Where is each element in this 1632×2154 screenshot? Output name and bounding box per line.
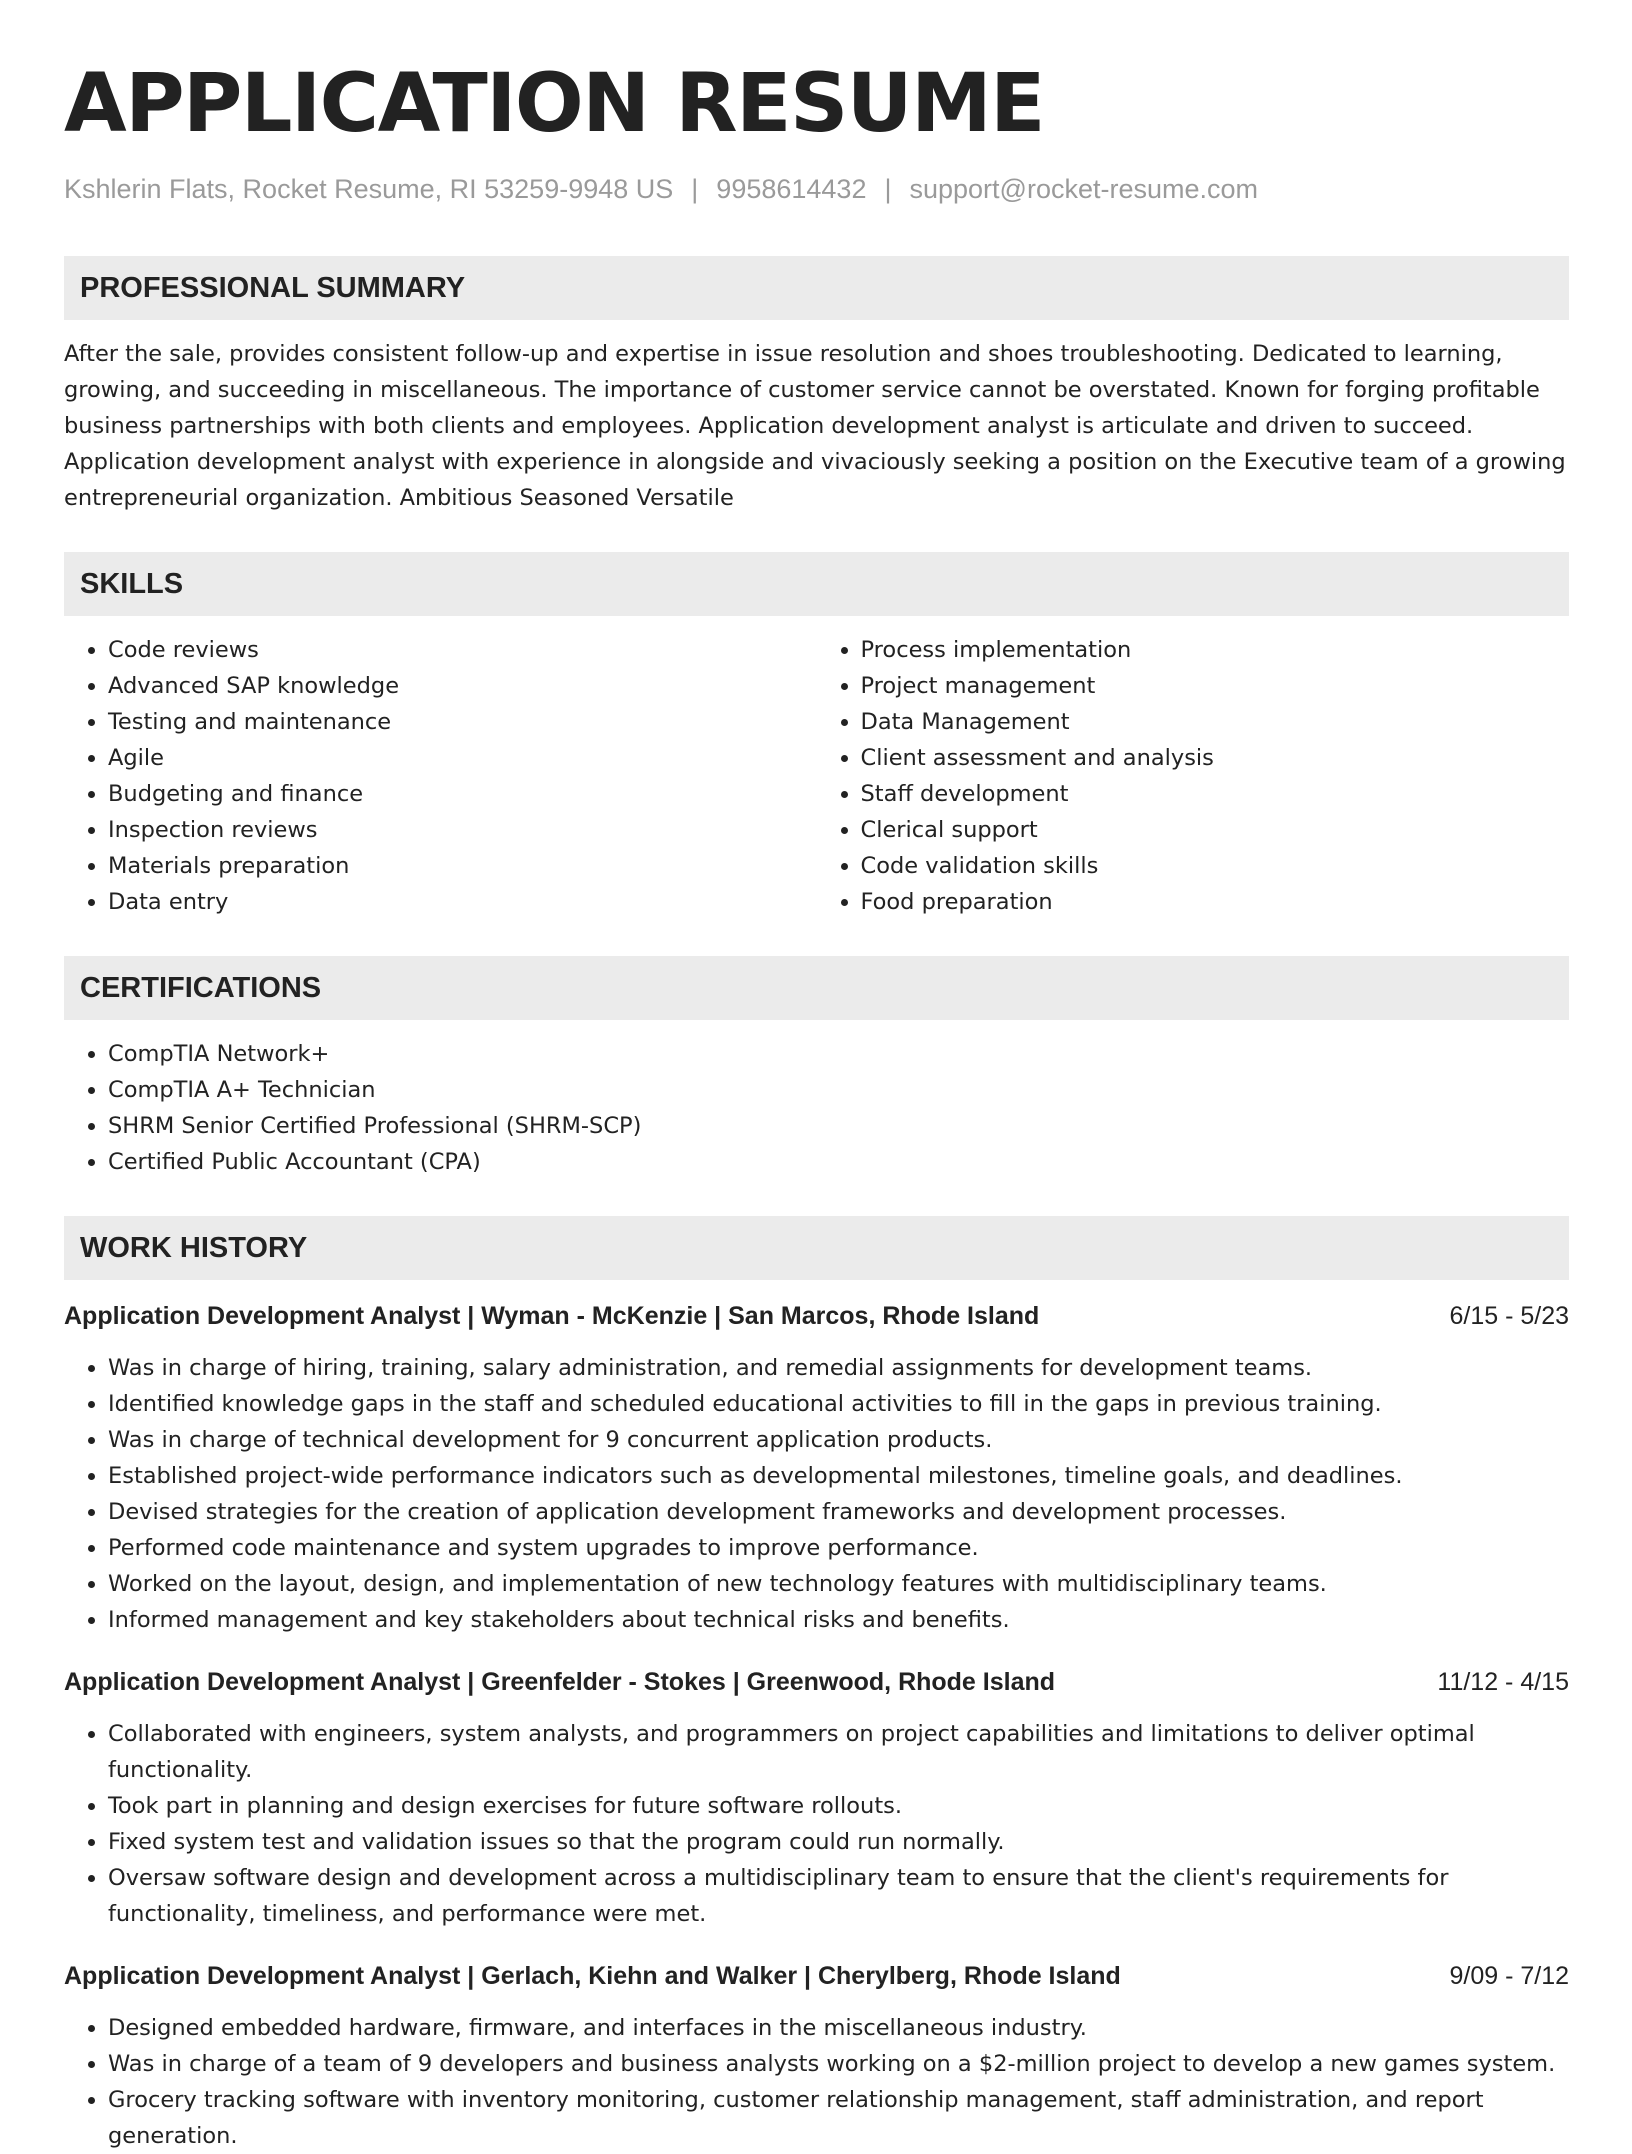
contact-separator: | — [884, 174, 892, 204]
contact-phone: 9958614432 — [716, 174, 867, 204]
certification-item: • CompTIA Network+ — [108, 1036, 1569, 1072]
contact-line — [64, 170, 1569, 208]
job-dates: 9/09 - 7/12 — [1449, 1962, 1569, 1990]
skill-item: • Client assessment and analysis — [861, 740, 1570, 776]
job-header — [64, 1958, 1569, 1994]
skill-item: • Process implementation — [861, 632, 1570, 668]
certification-item: • CompTIA A+ Technician — [108, 1072, 1569, 1108]
job-dates: 11/12 - 4/15 — [1437, 1668, 1569, 1696]
job-dates: 6/15 - 5/23 — [1449, 1302, 1569, 1330]
skill-item: • Inspection reviews — [108, 812, 817, 848]
job-entry — [64, 1664, 1569, 1932]
section-header-summary: PROFESSIONAL SUMMARY — [64, 256, 1569, 320]
job-header — [64, 1664, 1569, 1700]
resume-title: APPLICATION RESUME — [64, 57, 1045, 151]
skill-item: • Code reviews — [108, 632, 817, 668]
skill-item: • Food preparation — [861, 884, 1570, 920]
skills-list-left — [64, 632, 817, 920]
skill-item: • Clerical support — [861, 812, 1570, 848]
section-header-certifications: CERTIFICATIONS — [64, 956, 1569, 1020]
contact-address: Kshlerin Flats, Rocket Resume, RI 53259-9948 US — [64, 174, 674, 204]
job-header — [64, 1298, 1569, 1334]
skill-item: • Data Management — [861, 704, 1570, 740]
job-bullet: • Identified knowledge gaps in the staff and scheduled educational activities to fill in the gaps in previous training. — [108, 1386, 1569, 1422]
skills-grid — [64, 632, 1569, 920]
job-bullet: • Designed embedded hardware, firmware, and interfaces in the miscellaneous industry. — [108, 2010, 1569, 2046]
skill-item: • Advanced SAP knowledge — [108, 668, 817, 704]
skill-item: • Project management — [861, 668, 1570, 704]
section-header-skills: SKILLS — [64, 552, 1569, 616]
professional-summary-text: After the sale, provides consistent follow-up and expertise in issue resolution and shoes troubleshooting. Dedicated to learning, growing, and succeeding in miscellaneous. The importance of customer service cannot be overstated. Known for forging profitable business partnerships with both clients and employees. Application development analyst is articulate and driven to succeed. Application development analyst with experience in alongside and vivaciously seeking a position on the Executive team of a growing entrepreneurial organization. Ambitious Seasoned Versatile — [64, 341, 1566, 511]
job-title: Application Development Analyst | Gerlach, Kiehn and Walker | Cherylberg, Rhode Island — [64, 1962, 1121, 1990]
job-bullet: • Worked on the layout, design, and implementation of new technology features with multidisciplinary teams. — [108, 1566, 1569, 1602]
job-bullet: • Was in charge of technical development for 9 concurrent application products. — [108, 1422, 1569, 1458]
skill-item: • Materials preparation — [108, 848, 817, 884]
job-entry — [64, 1958, 1569, 2154]
job-bullet: • Established project-wide performance indicators such as developmental milestones, timeline goals, and deadlines. — [108, 1458, 1569, 1494]
skill-item: • Data entry — [108, 884, 817, 920]
job-bullet: • Took part in planning and design exercises for future software rollouts. — [108, 1788, 1569, 1824]
skill-item: • Testing and maintenance — [108, 704, 817, 740]
job-bullet: • Grocery tracking software with inventory monitoring, customer relationship management, staff administration, and report generation. — [108, 2082, 1569, 2154]
certifications-list — [64, 1036, 1569, 1180]
job-title: Application Development Analyst | Greenfelder - Stokes | Greenwood, Rhode Island — [64, 1668, 1056, 1696]
resume-content — [64, 52, 1569, 2154]
job-bullet: • Was in charge of hiring, training, salary administration, and remedial assignments for development teams. — [108, 1350, 1569, 1386]
job-bullets — [64, 1716, 1569, 1932]
contact-separator: | — [691, 174, 699, 204]
skill-item: • Agile — [108, 740, 817, 776]
certification-item: • SHRM Senior Certified Professional (SHRM-SCP) — [108, 1108, 1569, 1144]
certification-item: • Certified Public Accountant (CPA) — [108, 1144, 1569, 1180]
job-bullet: • Oversaw software design and development across a multidisciplinary team to ensure that the client's requirements for functionality, timeliness, and performance were met. — [108, 1860, 1569, 1932]
job-bullet: • Was in charge of a team of 9 developers and business analysts working on a $2-million project to develop a new games system. — [108, 2046, 1569, 2082]
job-bullet: • Fixed system test and validation issues so that the program could run normally. — [108, 1824, 1569, 1860]
skills-list-right — [817, 632, 1570, 920]
job-bullets — [64, 2010, 1569, 2154]
work-history-list — [64, 1298, 1569, 2154]
job-bullets — [64, 1350, 1569, 1638]
job-bullet: • Performed code maintenance and system upgrades to improve performance. — [108, 1530, 1569, 1566]
contact-email: support@rocket-resume.com — [909, 174, 1259, 204]
skill-item: • Staff development — [861, 776, 1570, 812]
job-title: Application Development Analyst | Wyman - McKenzie | San Marcos, Rhode Island — [64, 1302, 1040, 1330]
section-header-work-history: WORK HISTORY — [64, 1216, 1569, 1280]
job-bullet: • Devised strategies for the creation of application development frameworks and development processes. — [108, 1494, 1569, 1530]
job-bullet: • Collaborated with engineers, system analysts, and programmers on project capabilities and limitations to deliver optimal functionality. — [108, 1716, 1569, 1788]
skill-item: • Budgeting and finance — [108, 776, 817, 812]
job-bullet: • Informed management and key stakeholders about technical risks and benefits. — [108, 1602, 1569, 1638]
skill-item: • Code validation skills — [861, 848, 1570, 884]
job-entry — [64, 1298, 1569, 1638]
